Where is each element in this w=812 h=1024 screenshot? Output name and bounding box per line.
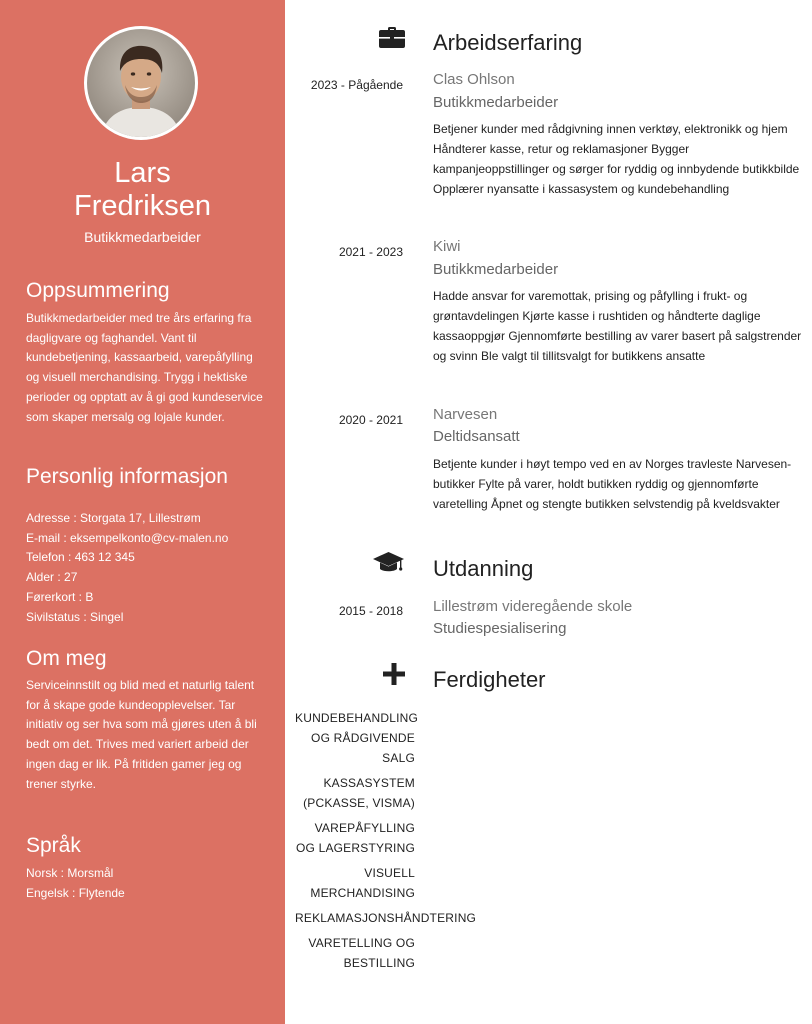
job-3-role: Deltidsansatt [433,428,520,445]
info-age: Alder : 27 [26,570,78,585]
info-address: Adresse : Storgata 17, Lillestrøm [26,511,201,525]
education-heading: Utdanning [433,556,534,581]
about-text: Serviceinnstilt og blid med et naturlig talent for å skape gode kundeopplevelser. Tar initiativ og ser hva som må gjøres uten å bli bedt om det. Trives med variert arbeid der ingen dag er lik. På fritiden gamer jeg og trener styrke. [26,678,257,791]
info-license: Førerkort : B [26,589,94,604]
skills-list [295,708,475,978]
personal-info-list [26,509,266,627]
skills-heading: Ferdigheter [433,667,546,692]
job-3-company: Narvesen [433,406,498,423]
language-english: Engelsk : Flytende [26,885,125,900]
summary-text: Butikkmedarbeider med tre års erfaring fra dagligvare og faghandel. Vant til kundebetjening, kassaarbeid, varepåfylling og visuell merchandising. Trygg i hektiske perioder og opptatt av å gi god kundeservice som skaper mersalg og lojale kunder. [26,311,263,424]
education-program: Studiespesialisering [433,620,567,637]
languages-heading: Språk [26,834,81,857]
skill-item: VISUELL MERCHANDISING [310,866,415,900]
education-school: Lillestrøm videregående skole [433,598,633,615]
experience-heading: Arbeidserfaring [433,30,583,55]
job-2-company: Kiwi [433,238,461,255]
languages-list [26,864,266,903]
plus-icon [383,663,405,685]
job-2-role: Butikkmedarbeider [433,261,559,278]
profile-photo [87,29,195,137]
skill-item: VAREPÅFYLLING OG LAGERSTYRING [295,821,415,855]
briefcase-icon [379,27,405,49]
skill-item: KASSASYSTEM (PCKASSE, VISMA) [303,776,415,810]
job-title: Butikkmedarbeider [84,229,201,245]
first-name: Lars [114,157,171,189]
avatar [84,26,198,140]
job-2-period: 2021 - 2023 [338,245,403,259]
sidebar [0,0,285,1024]
info-marital-status: Sivilstatus : Singel [26,609,124,624]
job-1-period: 2023 - Pågående [310,78,403,92]
graduation-cap-icon [373,552,404,574]
about-heading: Om meg [26,647,107,670]
language-norwegian: Norsk : Morsmål [26,866,114,880]
skill-item: VARETELLING OG BESTILLING [308,936,415,970]
summary-heading: Oppsummering [26,279,170,302]
info-email: E-mail : eksempelkonto@cv-malen.no [26,530,229,545]
personal-info-heading: Personlig informasjon [26,465,228,488]
skill-item: REKLAMASJONSHÅNDTERING [295,911,477,925]
job-3-period: 2020 - 2021 [338,413,403,427]
skill-item: KUNDEBEHANDLING OG RÅDGIVENDE SALG [295,711,419,765]
job-3-description: Betjente kunder i høyt tempo ved en av Norges travleste Narvesen-butikker Fylte på varer, holdt butikken ryddig og gjennomførte varetelling Åpnet og stengte butikken selvstendig på kveldsvakter [433,457,792,511]
job-2-description: Hadde ansvar for varemottak, prising og påfylling i frukt- og grøntavdelingen Kjørte kasse i rushtiden og håndterte daglige kassaoppgjør Gjennomførte bestilling av varer basert på salgstrender og svinn Ble valgt til tillitsvalgt for butikkens ansatte [433,289,802,363]
last-name: Fredriksen [74,190,211,222]
job-1-description: Betjener kunder med rådgivning innen verktøy, elektronikk og hjem Håndterer kasse, retur og reklamasjoner Bygger kampanjeoppstillinger og sørger for ryddig og innbydende butikkbilde Opplærer nyansatte i kassasystem og kundebehandling [433,122,800,196]
education-period: 2015 - 2018 [338,604,403,618]
job-1-role: Butikkmedarbeider [433,94,559,111]
info-phone: Telefon : 463 12 345 [26,550,135,565]
job-1-company: Clas Ohlson [433,71,515,88]
